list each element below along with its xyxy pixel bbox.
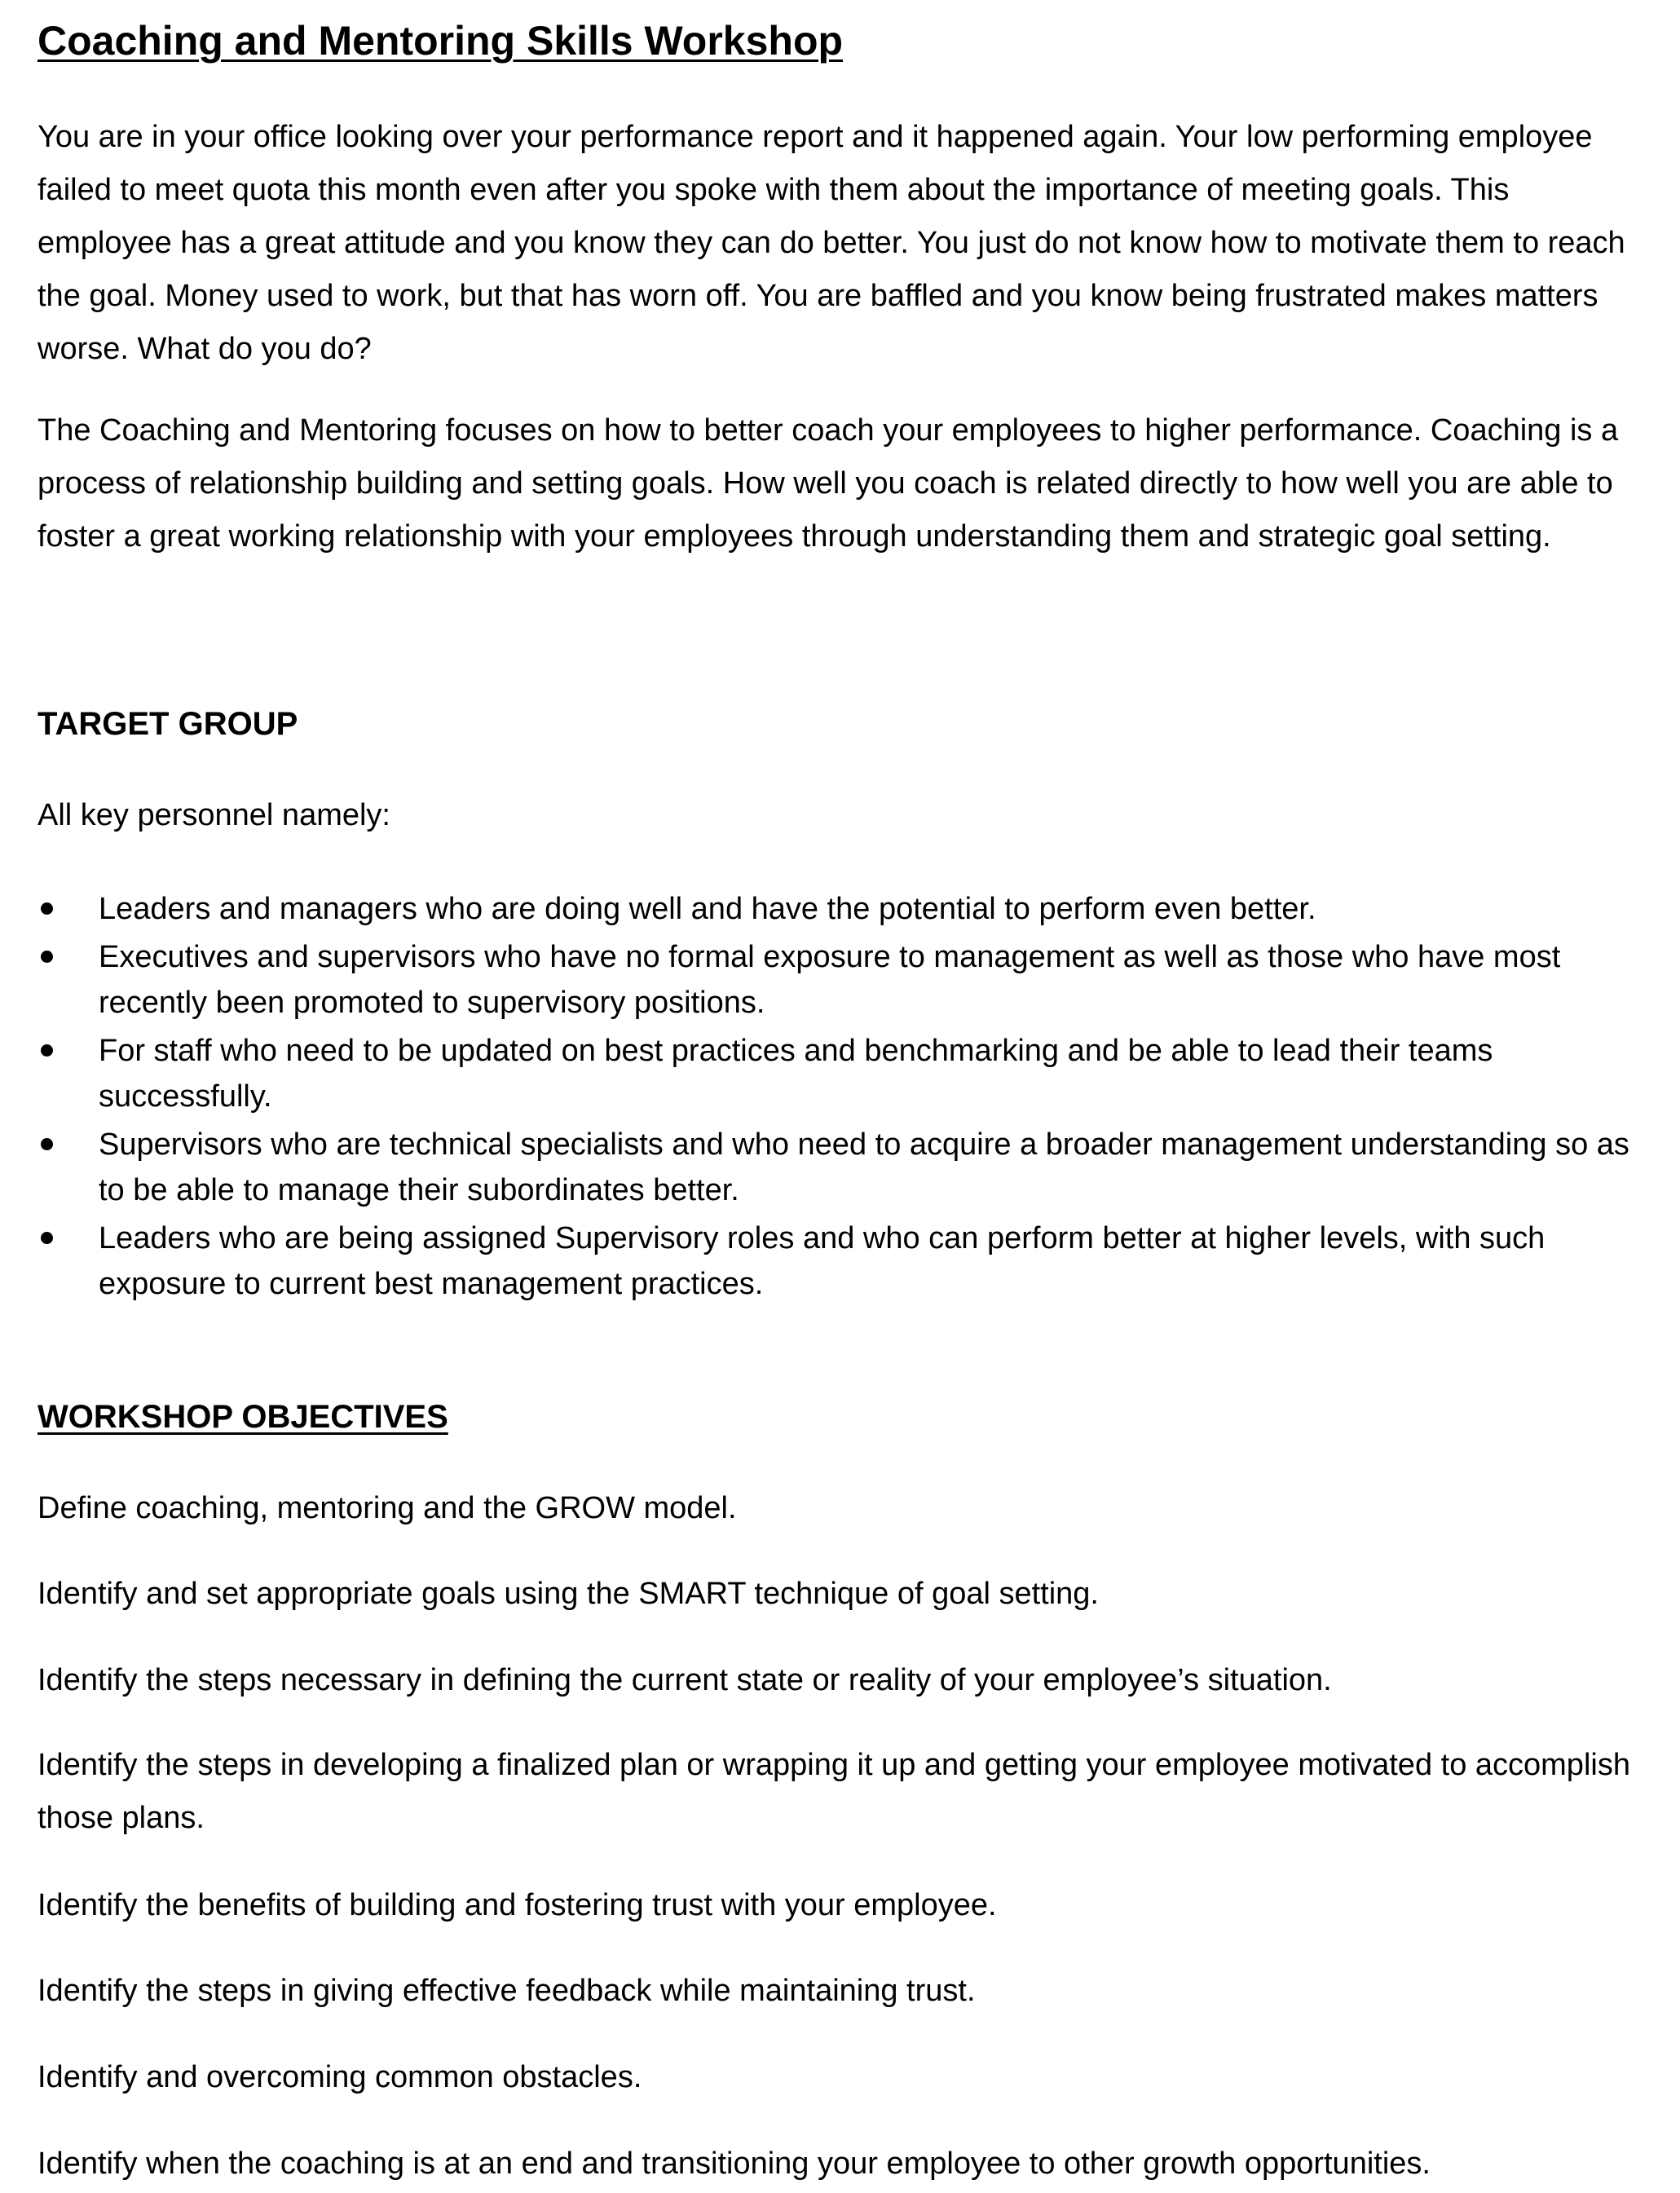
objective-item: Define coaching, mentoring and the GROW model. <box>37 1491 737 1525</box>
intro-paragraph-2: The Coaching and Mentoring focuses on how to better coach your employees to higher performance. Coaching is a process of relationship building and setting goals. How well you coach is related directly to how well you are able to foster a great working relationship with your employees through understanding them and strategic goal setting. <box>37 413 1619 554</box>
bullet-icon <box>41 1138 53 1150</box>
list-item <box>37 1028 1651 1119</box>
target-group-lead: All key personnel namely: <box>37 798 390 832</box>
objective-item: Identify when the coaching is at an end and transitioning your employee to other growth opportunities. <box>37 2147 1431 2181</box>
list-item <box>37 1216 1651 1307</box>
objective-item: Identify and overcoming common obstacles. <box>37 2060 642 2094</box>
list-item-text: Executives and supervisors who have no formal exposure to management as well as those who have most recently been promoted to supervisory positions. <box>99 940 1561 1020</box>
list-item-text: For staff who need to be updated on best practices and benchmarking and be able to lead their teams successfully. <box>99 1034 1493 1114</box>
target-group-heading: TARGET GROUP <box>37 706 298 742</box>
list-item-text: Leaders who are being assigned Supervisory roles and who can perform better at higher levels, with such exposure to current best management practices. <box>99 1221 1546 1301</box>
target-group-list <box>37 886 1651 1309</box>
list-item <box>37 886 1651 932</box>
bullet-icon <box>41 951 53 963</box>
list-item-text: Supervisors who are technical specialists and who need to acquire a broader management understanding so as to be able to manage their subordinates better. <box>99 1127 1629 1207</box>
list-item <box>37 934 1651 1026</box>
objective-item: Identify the steps in giving effective feedback while maintaining trust. <box>37 1974 976 2008</box>
objective-item: Identify and set appropriate goals using the SMART technique of goal setting. <box>37 1577 1099 1611</box>
bullet-icon <box>41 902 53 915</box>
objective-item: Identify the benefits of building and fostering trust with your employee. <box>37 1888 997 1922</box>
list-item-text: Leaders and managers who are doing well and have the potential to perform even better. <box>99 892 1316 926</box>
objectives-heading: WORKSHOP OBJECTIVES <box>37 1399 448 1435</box>
list-item <box>37 1122 1651 1213</box>
document-title: Coaching and Mentoring Skills Workshop <box>37 18 844 64</box>
objective-item: Identify the steps necessary in defining the current state or reality of your employee’s situation. <box>37 1663 1332 1697</box>
bullet-icon <box>41 1232 53 1244</box>
objective-item: Identify the steps in developing a finalized plan or wrapping it up and getting your employee motivated to accomplish those plans. <box>37 1748 1630 1835</box>
bullet-icon <box>41 1044 53 1057</box>
intro-paragraph-1: You are in your office looking over your performance report and it happened again. Your low performing employee failed to meet quota this month even after you spoke with them about the importance of meeting goals. This employee has a great attitude and you know they can do better. You just do not know how to motivate them to reach the goal. Money used to work, but that has worn off. You are baffled and you know being frustrated makes matters worse. What do you do? <box>37 120 1625 366</box>
